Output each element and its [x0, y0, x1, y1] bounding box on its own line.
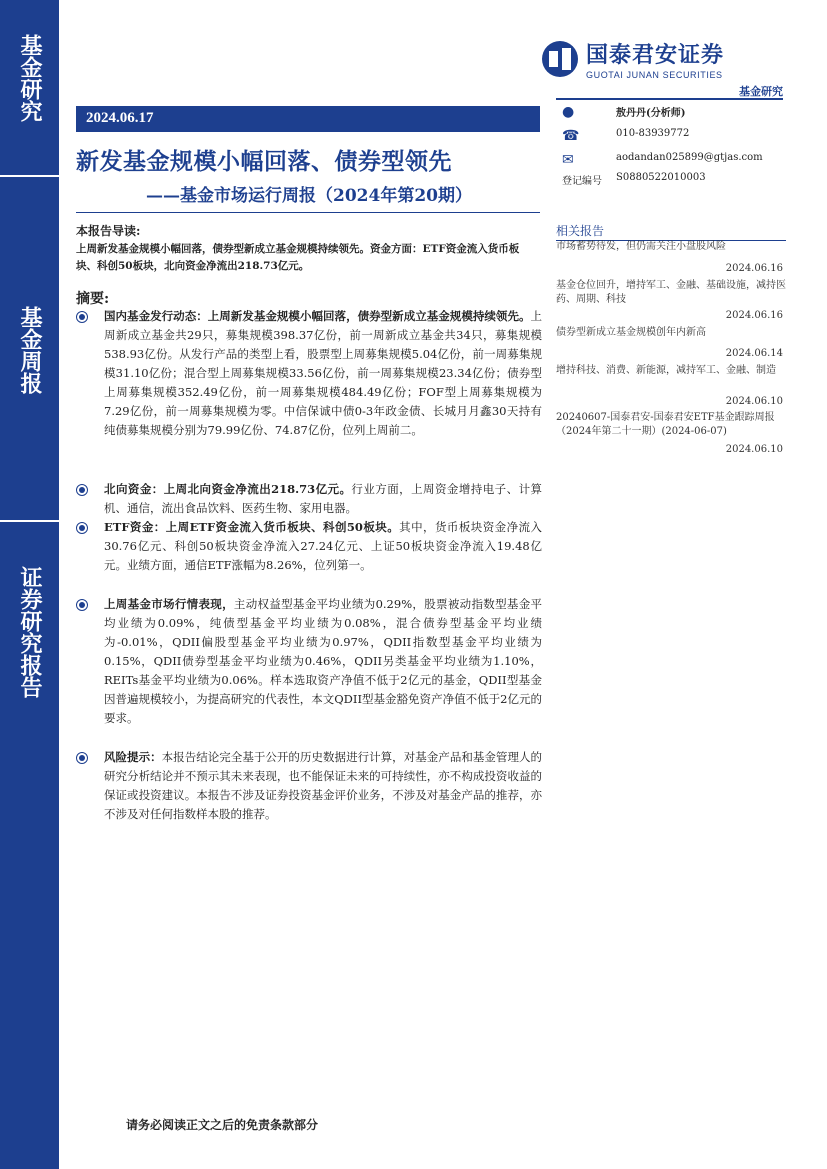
bullet-text: 主动权益型基金平均业绩为0.29%，股票被动指数型基金平均业绩为0.09%，纯债型基金平均业绩为0.08%，混合债券型基金平均业绩为-0.01%，QDII偏股型基金平均业绩为0.97%，QDII指数型基金平均业绩为0.15%，QDII债券型基金平均业绩为0.46%，QDII另类基金平均业绩为1.10%，REITs基金平均业绩为0.06%。样本选取资产净值不低于2亿元的基金，QDII型基金因普遍规模较小，为提高研究的代表性，本文QDII型基金豁免资产净值不低于2亿元的要求。	[104, 597, 543, 725]
bullet-text: 本报告结论完全基于公开的历史数据进行计算，对基金产品和基金管理人的研究分析结论并不预示其未来表现，也不能保证未来的可持续性，亦不构成投资收益的保证或投资建议。本报告不涉及证券投资基金评价业务，不涉及对基金产品的推荐，亦不涉及对任何指数样本股的推荐。	[104, 750, 543, 821]
report-title: 新发基金规模小幅回落、债券型领先	[76, 148, 452, 175]
related-reports-heading: 相关报告	[556, 224, 605, 238]
related-report-title[interactable]: 市场蓄势待发，但仍需关注小盘股风险	[556, 241, 726, 252]
analyst-name: 敖丹丹(分析师)	[616, 108, 686, 119]
analyst-phone: 010-83939772	[616, 128, 690, 139]
abstract-heading: 摘要:	[76, 291, 110, 307]
bullet-lead: 风险提示：	[104, 750, 162, 764]
logo-chinese-name: 国泰君安证券	[586, 43, 725, 68]
analyst-email[interactable]: aodandan025899@gtjas.com	[616, 152, 763, 163]
bullet-lead: ETF资金：上周ETF资金流入货币板块、科创50板块。	[104, 520, 400, 534]
related-report-title[interactable]: 20240607-国泰君安-国泰君安ETF基金跟踪周报（2024年第二十一期）(2024-06-07)	[556, 412, 775, 437]
bullet-text: 行业方面，上周资金增持电子、计算机、通信，流出食品饮料、医药生物、家用电器。	[104, 482, 543, 515]
bullet-dot-icon	[76, 599, 88, 611]
logo-english-name: GUOTAI JUNAN SECURITIES	[586, 70, 723, 80]
header-divider	[556, 98, 783, 100]
related-report-title[interactable]: 增持科技、消费、新能源，减持军工、金融、制造	[556, 365, 776, 376]
related-report-title[interactable]: 基金仓位回升，增持军工、金融、基础设施，减持医药、周期、科技	[556, 280, 786, 305]
abstract-bullet	[76, 748, 542, 824]
bullet-text: 上周新成立基金共29只，募集规模398.37亿份，前一周新成立基金共34只，募集规模538.93亿份。从发行产品的类型上看，股票型上周募集规模5.04亿份，前一周募集规模31.10亿份；混合型上周募集规模33.56亿份，前一周募集规模23.34亿份；债券型上周募集规模352.49亿份，前一周募集规模484.49亿份；FOF型上周募集规模为7.29亿份，前一周募集规模为零。中信保诚中债0-3年政金债、长城月月鑫30天持有纯债募集规模分别为79.99亿份、74.87亿份，位列上周前二。	[104, 309, 542, 437]
bullet-lead: 上周基金市场行情表现，	[104, 597, 234, 611]
related-report-date: 2024.06.14	[725, 348, 783, 359]
sidebar	[0, 0, 59, 1169]
bullet-dot-icon	[76, 752, 88, 764]
sidebar-divider	[0, 175, 59, 177]
related-report-title[interactable]: 债券型新成立基金规模创年内新高	[556, 327, 706, 338]
guide-body: 上周新发基金规模小幅回落，债券型新成立基金规模持续领先。资金方面：ETF资金流入货币板块、科创50板块，北向资金净流出218.73亿元。	[76, 243, 520, 272]
logo-mark-icon	[542, 41, 578, 77]
related-report-date: 2024.06.10	[725, 396, 783, 407]
abstract-bullet	[76, 595, 542, 728]
registration-number: S0880522010003	[616, 172, 706, 183]
abstract-bullet	[76, 480, 542, 518]
registration-label: 登记编号	[562, 176, 602, 187]
disclaimer-note: 请务必阅读正文之后的免责条款部分	[126, 1118, 319, 1132]
abstract-bullet	[76, 518, 542, 575]
person-icon: ●	[562, 104, 575, 120]
email-icon: ✉	[562, 152, 574, 168]
sidebar-label-securities-report: 证券研究报告	[17, 566, 42, 698]
company-logo	[542, 38, 724, 80]
bullet-dot-icon	[76, 522, 88, 534]
guide-heading: 本报告导读:	[76, 224, 141, 238]
related-report-date: 2024.06.10	[725, 444, 783, 455]
title-divider	[76, 212, 540, 213]
report-date: 2024.06.17	[86, 110, 154, 126]
phone-icon: ☎	[562, 128, 580, 144]
bullet-lead: 国内基金发行动态：上周新发基金规模小幅回落，债券型新成立基金规模持续领先。	[104, 309, 531, 323]
report-subtitle: ——基金市场运行周报（2024年第20期）	[146, 186, 472, 206]
sidebar-label-fund-weekly: 基金周报	[17, 306, 42, 394]
bullet-dot-icon	[76, 484, 88, 496]
related-report-date: 2024.06.16	[725, 310, 783, 321]
sidebar-divider	[0, 520, 59, 522]
header-category: 基金研究	[739, 85, 783, 98]
related-report-date: 2024.06.16	[725, 263, 783, 274]
date-banner	[76, 106, 540, 132]
sidebar-label-fund-research: 基金研究	[17, 34, 42, 122]
bullet-lead: 北向资金：上周北向资金净流出218.73亿元。	[104, 482, 352, 496]
abstract-bullet	[76, 307, 542, 440]
bullet-dot-icon	[76, 311, 88, 323]
bullet-text: 其中，货币板块资金净流入30.76亿元、科创50板块资金净流入27.24亿元、上证50板块资金净流入19.48亿元。业绩方面，通信ETF涨幅为8.26%，位列第一。	[104, 520, 542, 572]
